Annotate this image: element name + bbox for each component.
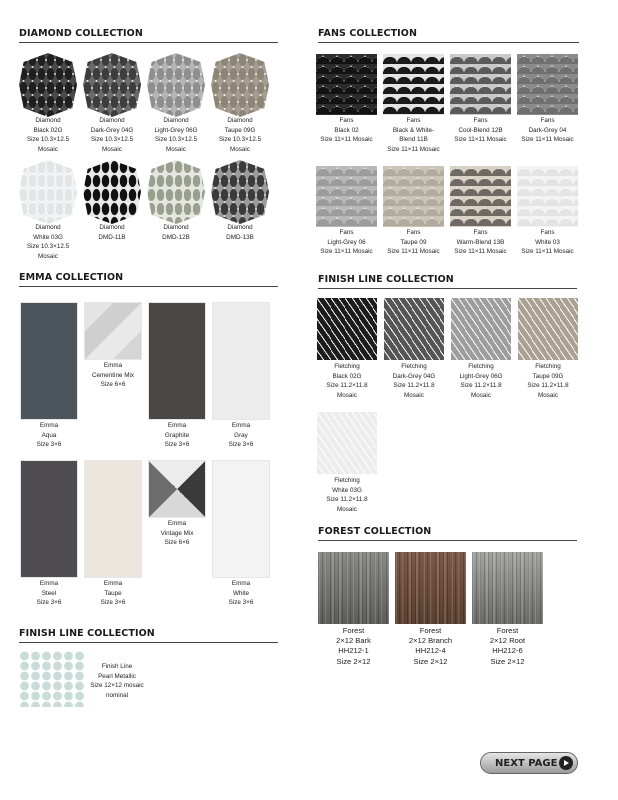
diamond-item-caption (78, 223, 146, 242)
caption-line: Emma (39, 580, 59, 587)
caption-line: Dark-Grey 04G (392, 372, 436, 380)
finish-line-item-swatch (317, 412, 377, 474)
section-title: FINISH LINE COLLECTION (318, 274, 577, 289)
diamond-item-swatch (211, 53, 269, 117)
fans-item-swatch (316, 54, 377, 115)
caption-line: Taupe (104, 589, 122, 597)
caption-line: Emma (167, 422, 187, 429)
fans-item-caption (310, 116, 383, 145)
caption-line: Emma (167, 520, 187, 527)
finish-line-item-swatch (451, 298, 511, 360)
fans-item-caption (511, 116, 584, 145)
caption-line: Size 10.3×12.5 (90, 136, 134, 144)
diamond-item-swatch (211, 160, 269, 224)
fans-section (318, 28, 579, 51)
diamond-item-caption (206, 223, 274, 242)
caption-line: Fletching (535, 363, 561, 370)
caption-line: Fletching (468, 363, 494, 370)
caption-line: Size 10.3×12.5 (154, 136, 198, 144)
caption-line: Gray (234, 431, 248, 439)
forest-item-swatch (395, 552, 466, 624)
caption-line: Aqua (41, 431, 57, 439)
caption-line: Size 2×12 (413, 656, 448, 666)
caption-line: Fans (406, 117, 421, 124)
caption-line: Fletching (334, 363, 360, 370)
caption-line: Black 02G (33, 126, 63, 134)
caption-line: Finish Line (101, 663, 133, 670)
caption-line: Diamond (99, 117, 125, 124)
caption-line: Mosaic (166, 145, 186, 153)
caption-line: Fans (540, 229, 555, 236)
caption-line: Size 11×11 Mosaic (521, 248, 574, 256)
caption-line: Mosaic (38, 252, 58, 260)
diamond-item-caption (142, 116, 210, 154)
caption-line: Fans (473, 229, 488, 236)
emma-item-caption (144, 421, 210, 450)
caption-line: Size 3×6 (36, 599, 62, 607)
fans-item-swatch (517, 54, 578, 115)
caption-line: Emma (231, 422, 251, 429)
caption-line: Forest (342, 626, 365, 635)
caption-line: Size 3×6 (164, 441, 190, 449)
section-title: FANS COLLECTION (318, 28, 579, 43)
caption-line: Forest (419, 626, 442, 635)
caption-line: Size 11×11 Mosaic (320, 248, 373, 256)
caption-line: DMD-13B (226, 233, 254, 241)
caption-line: Fletching (401, 363, 427, 370)
caption-line: Fans (339, 117, 354, 124)
forest-item-caption (466, 626, 549, 667)
caption-line: 2×12 Branch (408, 636, 453, 646)
caption-line: Size 11.2×11.8 (326, 382, 368, 390)
caption-line: DMD-11B (98, 233, 126, 241)
caption-line: Size 10.3×12.5 (218, 136, 262, 144)
finish-line-item-caption (311, 476, 383, 514)
emma-item-swatch (148, 302, 206, 420)
caption-line: Mosaic (230, 145, 250, 153)
caption-line: Black & White- (392, 126, 435, 134)
fans-item-caption (310, 228, 383, 257)
emma-item-caption (16, 421, 82, 450)
forest-section (318, 526, 577, 549)
emma-item-swatch (212, 302, 270, 420)
finish-line-item-caption (378, 362, 450, 400)
caption-line: Size 3×6 (100, 599, 126, 607)
caption-line: Dark-Grey 04G (90, 126, 134, 134)
caption-line: Cool-Blend 12B (458, 126, 503, 134)
caption-line: Vintage Mix (160, 529, 194, 537)
diamond-item-caption (142, 223, 210, 242)
emma-item-swatch (148, 460, 206, 518)
caption-line: Size 11×11 Mosaic (454, 248, 507, 256)
caption-line: Cementine Mix (92, 371, 134, 379)
caption-line: nominal (105, 691, 129, 699)
caption-line: Size 11.2×11.8 (527, 382, 569, 390)
finish-line-section (318, 274, 577, 297)
diamond-item-caption (14, 116, 82, 154)
fans-item-swatch (316, 166, 377, 227)
caption-line: Fans (406, 229, 421, 236)
fans-item-swatch (383, 166, 444, 227)
caption-line: Mosaic (471, 391, 491, 399)
forest-item-swatch (472, 552, 543, 624)
caption-line: Mosaic (337, 505, 357, 513)
caption-line: Fans (339, 229, 354, 236)
caption-line: Light-Grey 06G (459, 372, 503, 380)
emma-item-swatch (212, 460, 270, 578)
fans-item-caption (377, 116, 450, 154)
caption-line: Size 2×12 (490, 656, 525, 666)
caption-line: Size 6×6 (164, 539, 190, 547)
caption-line: Diamond (35, 224, 61, 231)
diamond-item-caption (206, 116, 274, 154)
caption-line: Diamond (163, 117, 189, 124)
emma-item-caption (144, 519, 210, 548)
fans-item-swatch (450, 54, 511, 115)
caption-line: Size 11×11 Mosaic (454, 136, 507, 144)
caption-line: Steel (41, 589, 57, 597)
diamond-item-caption (78, 116, 146, 154)
caption-line: Size 3×6 (228, 599, 254, 607)
caption-line: Forest (496, 626, 519, 635)
emma-item-caption (80, 361, 146, 390)
section-title: FINISH LINE COLLECTION (19, 628, 278, 643)
diamond-item-caption (14, 223, 82, 261)
finish-line-item-swatch (384, 298, 444, 360)
caption-line: Graphite (164, 431, 190, 439)
pearl-item-caption (86, 662, 148, 700)
caption-line: Size 10.3×12.5 (26, 136, 70, 144)
diamond-item-swatch (147, 53, 205, 117)
finish-line-item-caption (512, 362, 584, 400)
finish-line-item-caption (445, 362, 517, 400)
emma-item-swatch (84, 302, 142, 360)
pearl-item-swatch (19, 651, 85, 707)
next-page-label: NEXT PAGE (495, 757, 558, 769)
caption-line: Size 11.2×11.8 (326, 496, 368, 504)
fans-item-swatch (383, 54, 444, 115)
emma-item-caption (208, 421, 274, 450)
play-arrow-icon (559, 756, 573, 770)
emma-item-caption (208, 579, 274, 608)
caption-line: Diamond (163, 224, 189, 231)
caption-line: Emma (39, 422, 59, 429)
fans-item-swatch (517, 166, 578, 227)
finish-line-item-caption (311, 362, 383, 400)
caption-line: White (232, 589, 250, 597)
caption-line: Dark-Grey 04 (528, 126, 567, 134)
forest-item-swatch (318, 552, 389, 624)
next-page-button[interactable] (480, 752, 578, 774)
caption-line: Fletching (334, 477, 360, 484)
caption-line: Diamond (227, 224, 253, 231)
emma-section (19, 272, 278, 295)
caption-line: Light-Grey 06 (327, 238, 366, 246)
finish-line-item-swatch (317, 298, 377, 360)
caption-line: Blend 11B (399, 136, 428, 144)
section-title: EMMA COLLECTION (19, 272, 278, 287)
caption-line: Light-Grey 06G (154, 126, 198, 134)
finish-line-item-swatch (518, 298, 578, 360)
diamond-item-swatch (83, 160, 141, 224)
emma-item-swatch (20, 302, 78, 420)
caption-line: HH212-6 (492, 646, 523, 656)
fans-item-caption (444, 116, 517, 145)
caption-line: 2×12 Root (489, 636, 526, 646)
caption-line: Mosaic (102, 145, 122, 153)
caption-line: 2×12 Bark (336, 636, 371, 646)
caption-line: Emma (103, 580, 123, 587)
caption-line: Black 02 (334, 126, 359, 134)
caption-line: Fans (473, 117, 488, 124)
caption-line: Diamond (227, 117, 253, 124)
fans-item-swatch (450, 166, 511, 227)
diamond-item-swatch (19, 160, 77, 224)
caption-line: Pearl Metallic (98, 672, 136, 680)
caption-line: Size 11×11 Mosaic (387, 248, 440, 256)
caption-line: DMD-12B (162, 233, 190, 241)
caption-line: Mosaic (404, 391, 424, 399)
caption-line: Taupe 09G (532, 372, 564, 380)
diamond-item-swatch (147, 160, 205, 224)
emma-item-caption (80, 579, 146, 608)
caption-line: Size 2×12 (336, 656, 371, 666)
caption-line: HH212-1 (338, 646, 369, 656)
caption-line: Size 11×11 Mosaic (387, 145, 440, 153)
section-title: FOREST COLLECTION (318, 526, 577, 541)
caption-line: Warm-Blend 13B (456, 238, 505, 246)
diamond-section (19, 28, 278, 51)
diamond-item-swatch (19, 53, 77, 117)
forest-item-caption (389, 626, 472, 667)
caption-line: HH212-4 (415, 646, 446, 656)
caption-line: Diamond (99, 224, 125, 231)
caption-line: Size 12×12 mosaic (90, 682, 144, 690)
caption-line: Size 3×6 (228, 441, 254, 449)
diamond-item-swatch (83, 53, 141, 117)
caption-line: White 03G (332, 486, 362, 494)
caption-line: Size 11.2×11.8 (393, 382, 435, 390)
caption-line: Size 3×6 (36, 441, 62, 449)
caption-line: Size 10.3×12.5 (26, 243, 70, 251)
emma-item-caption (16, 579, 82, 608)
fans-item-caption (511, 228, 584, 257)
caption-line: Mosaic (38, 145, 58, 153)
caption-line: Black 02G (332, 372, 362, 380)
finish-line-pearl-section (19, 628, 278, 651)
caption-line: Diamond (35, 117, 61, 124)
caption-line: Mosaic (538, 391, 558, 399)
caption-line: White 03 (535, 238, 560, 246)
emma-item-swatch (84, 460, 142, 578)
caption-line: Size 11×11 Mosaic (521, 136, 574, 144)
caption-line: Size 11×11 Mosaic (320, 136, 373, 144)
caption-line: Fans (540, 117, 555, 124)
caption-line: Mosaic (337, 391, 357, 399)
forest-item-caption (312, 626, 395, 667)
caption-line: Size 6×6 (100, 381, 126, 389)
caption-line: Taupe 09G (224, 126, 256, 134)
fans-item-caption (444, 228, 517, 257)
caption-line: Emma (103, 362, 123, 369)
caption-line: Emma (231, 580, 251, 587)
caption-line: Size 11.2×11.8 (460, 382, 502, 390)
caption-line: Taupe 09 (400, 238, 427, 246)
fans-item-caption (377, 228, 450, 257)
section-title: DIAMOND COLLECTION (19, 28, 278, 43)
caption-line: White 03G (33, 233, 63, 241)
emma-item-swatch (20, 460, 78, 578)
